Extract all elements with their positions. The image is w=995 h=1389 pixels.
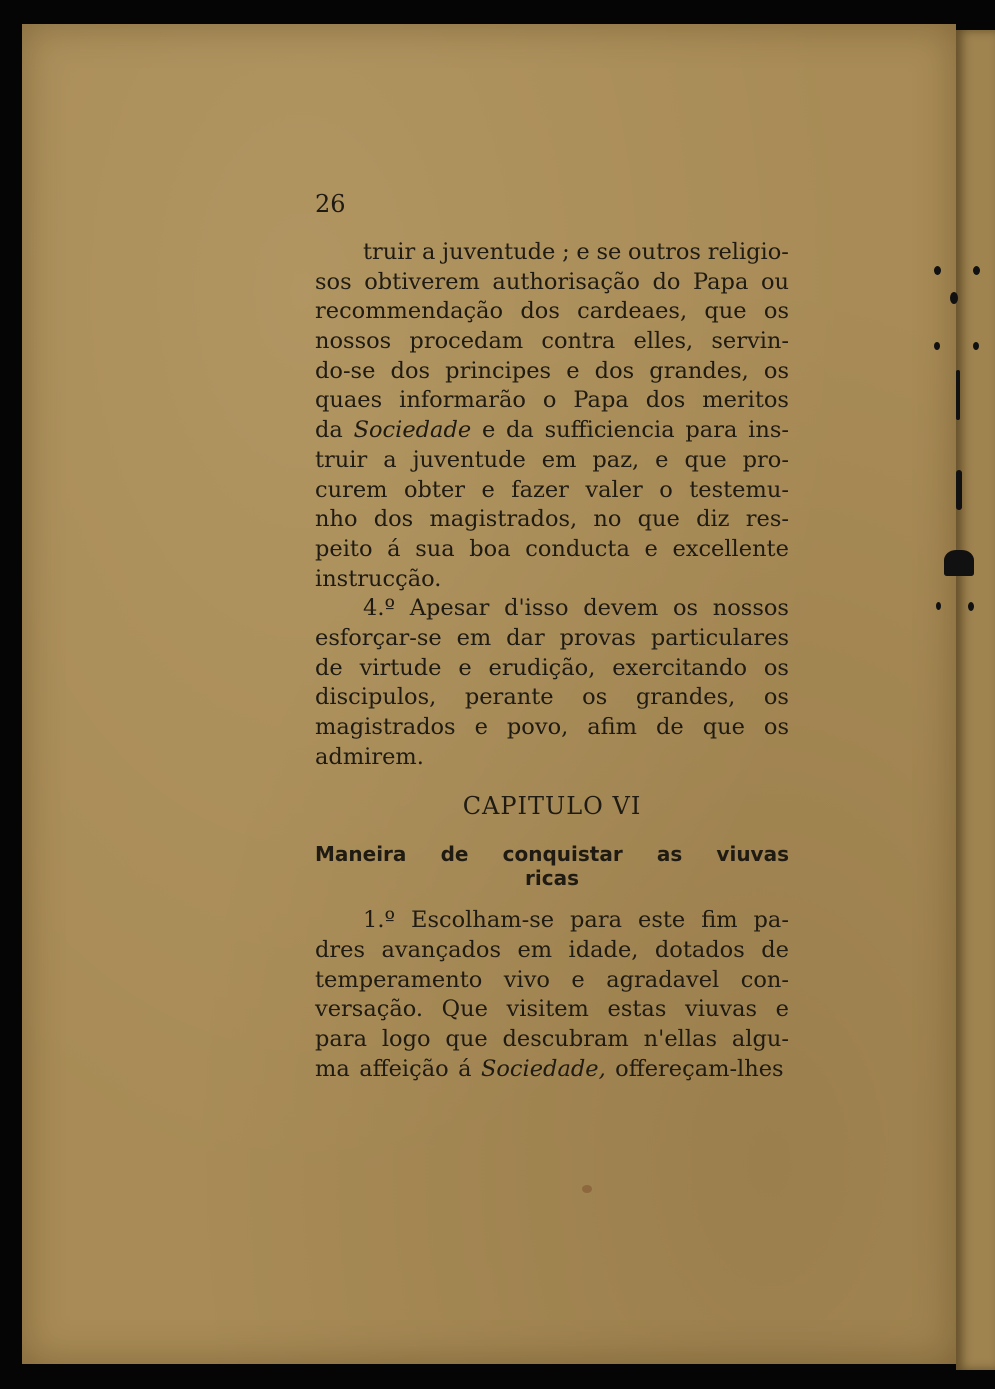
page-number: 26 — [315, 190, 346, 218]
word: do — [652, 268, 681, 295]
word: povo, — [506, 714, 569, 740]
word: nossos — [315, 328, 392, 355]
text-line — [315, 446, 789, 476]
word: boa — [469, 535, 511, 562]
paper-stain — [582, 1185, 592, 1193]
word: testemu- — [689, 476, 789, 503]
word: sufficiencia — [544, 417, 675, 444]
section-heading-line: ricas — [525, 866, 579, 891]
word: dos — [373, 506, 414, 533]
word: em — [517, 937, 553, 964]
word: para — [315, 1026, 367, 1053]
word: provas — [559, 624, 636, 651]
word: servin- — [711, 328, 789, 355]
word: os — [672, 595, 699, 622]
word: affeição — [359, 1055, 449, 1082]
word: perante — [464, 684, 554, 711]
word: no — [593, 506, 622, 533]
page-edge — [956, 30, 995, 1370]
word: exercitando — [612, 654, 747, 681]
word: juventude — [442, 239, 556, 265]
word: agradavel — [606, 966, 720, 993]
word: nossos — [712, 595, 789, 622]
word: nho — [315, 506, 358, 533]
word: que — [684, 446, 727, 473]
word: n'ellas — [643, 1026, 717, 1053]
word: sua — [415, 535, 455, 562]
text-line — [315, 654, 789, 684]
text-line — [315, 683, 789, 713]
word: informarão — [399, 387, 526, 414]
word: e — [566, 357, 580, 384]
word: 1.º — [363, 907, 396, 934]
word: a — [421, 239, 436, 265]
word: descubram — [502, 1026, 629, 1053]
text-line — [315, 936, 789, 966]
word: e — [481, 476, 495, 503]
word: esforçar-se — [315, 624, 442, 651]
edge-ink-mark — [934, 266, 941, 275]
text-line — [315, 1055, 789, 1085]
word: os — [763, 357, 789, 384]
word: este — [638, 907, 686, 934]
word: res- — [745, 506, 789, 533]
text-line — [315, 743, 789, 773]
word: curem — [315, 476, 388, 503]
word: logo — [381, 1026, 431, 1053]
word: magistrados, — [429, 506, 578, 533]
word: con- — [740, 966, 789, 993]
word: Que — [441, 996, 488, 1023]
word: peito — [315, 535, 373, 562]
word: o — [659, 476, 673, 503]
word: que — [445, 1026, 488, 1053]
paragraph — [315, 594, 789, 772]
word: valer — [585, 476, 643, 503]
text-line — [315, 505, 789, 535]
word: Escolham-se — [411, 907, 555, 934]
word: virtude — [359, 654, 442, 681]
word: offereçam-lhes — [615, 1055, 784, 1082]
word: cardeaes, — [577, 298, 688, 325]
word: Sociedade, — [480, 1055, 606, 1082]
word: da — [506, 417, 534, 444]
word: admirem. — [315, 743, 424, 770]
word: d'isso — [504, 595, 569, 622]
word: outros — [628, 239, 701, 265]
word: truir — [315, 446, 368, 473]
word: versação. — [315, 996, 424, 1023]
word: e — [571, 966, 585, 993]
edge-ink-mark — [956, 370, 960, 420]
text-line — [315, 565, 789, 595]
edge-ink-mark — [973, 342, 979, 350]
word: e — [474, 714, 488, 740]
heading-word: Maneira — [315, 842, 407, 867]
heading-word: de — [440, 842, 469, 867]
word: e — [576, 239, 590, 265]
chapter-title: CAPITULO VI — [462, 792, 642, 821]
word: á — [387, 535, 401, 562]
word: discipulos, — [315, 684, 437, 711]
word: os — [763, 654, 789, 681]
word: o — [542, 387, 557, 414]
word: ins- — [748, 417, 789, 444]
text-line — [315, 594, 789, 624]
word: paz, — [592, 446, 640, 473]
word: ; — [562, 239, 570, 265]
word: idade, — [568, 937, 639, 964]
word: contra — [541, 328, 616, 355]
word: os — [763, 714, 789, 740]
word: os — [582, 684, 608, 711]
text-line — [315, 535, 789, 565]
text-line — [315, 297, 789, 327]
word: afim — [587, 714, 638, 740]
word: obtiverem — [364, 268, 480, 295]
word: dos — [645, 387, 686, 414]
word: recommendação — [315, 298, 504, 325]
word: do-se — [315, 357, 376, 384]
section-heading — [315, 842, 789, 890]
word: de — [315, 654, 343, 681]
word: erudição, — [488, 654, 596, 681]
word: Papa — [573, 387, 629, 414]
edge-ink-mark — [934, 342, 940, 350]
edge-ink-mark — [968, 602, 974, 611]
paragraph — [315, 238, 789, 594]
word: elles, — [633, 328, 694, 355]
word: em — [541, 446, 577, 473]
word: juventude — [412, 446, 526, 473]
word: fazer — [511, 476, 569, 503]
word: Apesar — [409, 595, 490, 622]
section-heading-line — [315, 842, 789, 866]
word: obter — [403, 476, 466, 503]
word: dos — [594, 357, 635, 384]
word: á — [458, 1055, 472, 1082]
word: que — [704, 298, 747, 325]
word: procedam — [409, 328, 524, 355]
word: e — [655, 446, 669, 473]
word: instrucção. — [315, 565, 442, 592]
word: dos — [520, 298, 560, 325]
edge-ink-mark — [944, 550, 974, 576]
word: magistrados — [315, 714, 456, 740]
word: Sociedade — [353, 417, 472, 444]
word: principes — [445, 357, 552, 384]
heading-word: as — [656, 842, 683, 867]
word: conducta — [525, 535, 630, 562]
text-line — [315, 713, 789, 743]
word: pa- — [753, 907, 789, 934]
word: e — [481, 417, 496, 444]
word: authorisação — [492, 268, 640, 295]
word: e — [644, 535, 658, 562]
word: se — [596, 239, 622, 265]
word: estas — [607, 996, 667, 1023]
word: avançados — [381, 937, 502, 964]
word: grandes, — [649, 357, 749, 384]
word: Papa — [693, 268, 749, 295]
word: que — [637, 506, 680, 533]
word: diz — [696, 506, 730, 533]
word: em — [456, 624, 492, 651]
edge-ink-mark — [956, 470, 962, 510]
word: os — [763, 684, 789, 711]
text-line — [315, 386, 789, 416]
text-line — [315, 238, 789, 268]
heading-word: viuvas — [716, 842, 789, 867]
word: que — [702, 714, 745, 740]
text-line — [315, 416, 789, 446]
text-line — [315, 327, 789, 357]
text-line — [315, 357, 789, 387]
word: viuvas — [684, 996, 758, 1023]
edge-ink-mark — [973, 266, 980, 275]
text-line — [315, 624, 789, 654]
word: excellente — [672, 535, 789, 562]
word: de — [761, 937, 789, 964]
word: para — [570, 907, 623, 934]
text-line — [315, 476, 789, 506]
word: dotados — [654, 937, 745, 964]
paragraph — [315, 906, 789, 1084]
word: os — [763, 298, 789, 325]
word: particulares — [650, 624, 789, 651]
heading-word: conquistar — [502, 842, 623, 867]
word: de — [656, 714, 684, 740]
word: truir — [363, 239, 416, 265]
word: visitem — [506, 996, 589, 1023]
text-line — [315, 995, 789, 1025]
word: para — [685, 417, 738, 444]
text-line — [315, 966, 789, 996]
word: meritos — [702, 387, 789, 414]
word: dres — [315, 937, 366, 964]
text-line — [315, 268, 789, 298]
word: vivo — [503, 966, 550, 993]
word: grandes, — [635, 684, 736, 711]
word: e — [458, 654, 472, 681]
word: ou — [760, 268, 789, 295]
edge-ink-mark — [936, 602, 941, 610]
word: religio- — [707, 239, 789, 265]
word: dos — [390, 357, 431, 384]
word: a — [383, 446, 397, 473]
word: e — [775, 996, 789, 1023]
edge-ink-mark — [950, 292, 958, 304]
word: pro- — [742, 446, 789, 473]
word: fim — [701, 907, 738, 934]
word: sos — [315, 268, 352, 295]
page-text — [315, 186, 789, 1085]
text-line — [315, 906, 789, 936]
word: da — [315, 417, 343, 444]
text-line — [315, 1025, 789, 1055]
word: devem — [583, 595, 659, 622]
word: temperamento — [315, 966, 483, 993]
word: ma — [315, 1055, 350, 1082]
word: quaes — [315, 387, 383, 414]
word: algu- — [731, 1026, 789, 1053]
word: 4.º — [363, 595, 396, 622]
word: dar — [506, 624, 545, 651]
